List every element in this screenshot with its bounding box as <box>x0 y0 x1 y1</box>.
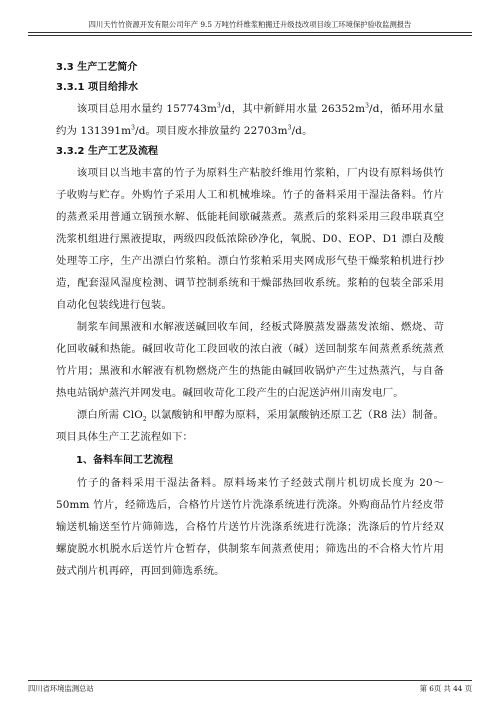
document-body <box>56 58 444 582</box>
process-paragraph-3: 漂白所需 ClO$_2$ 以氯酸钠和甲醇为原料，采用氯酸钠还原工艺（R8 法）制备。项目具体生产工艺流程如下： <box>56 409 444 443</box>
section-3-3-2-heading: 3.3.2 生产工艺及流程 <box>56 146 158 157</box>
header-text: 四川天竹竹资源开发有限公司年产 9.5 万吨竹纤维浆粕搬迁升级技改项目竣工环境保护验收监测报告 <box>88 20 412 29</box>
subsection-preparation-heading: 1、备料车间工艺流程 <box>76 455 173 466</box>
water-supply-paragraph: 该项目总用水量约 $157743m^3/d$，其中新鲜用水量 $26352m^3/d$，循环用水量约为 $131391m^3/d$。项目废水排放量约 $22703m^3/d$。 <box>56 102 444 137</box>
page-footer <box>28 680 472 694</box>
section-3-3-1-heading: 3.3.1 项目给排水 <box>56 82 138 93</box>
page-number: 第 6页 共 44 页 <box>419 684 472 693</box>
process-paragraph-2: 制浆车间黑液和水解液送碱回收车间，经板式降膜蒸发器蒸发浓缩、燃烧、苛化回收碱和热能。碱回收苛化工段回收的浓白液（碱）送回制浆车间蒸煮系统蒸煮竹片用；黑液和水解液有机物燃烧产生的热能由碱回收锅炉产生过热蒸汽，与自备热电站锅炉蒸汽并网发电。碱回收苛化工段产生的白泥送泸州川南发电厂。 <box>56 321 444 399</box>
footer-organization: 四川省环境监测总站 <box>28 684 94 693</box>
preparation-paragraph: 竹子的备料采用干湿法备料。原料场来竹子经鼓式削片机切成长度为 20～50mm 竹片，经筛选后，合格竹片送竹片洗涤系统进行洗涤。外购商品竹片经皮带输送机输送至竹片筛筛选，合格竹片送竹片洗涤系统进行洗涤；洗涤后的竹片经双螺旋脱水机脱水后送竹片仓暂存，供制浆车间蒸煮使用；筛选出的不合格大竹片用鼓式削片机再碎，再回到筛选系统。 <box>56 477 444 577</box>
process-paragraph-1: 该项目以当地丰富的竹子为原料生产粘胶纤维用竹浆粕，厂内设有原料场供竹子收购与贮存。外购竹子采用人工和机械堆垛。竹子的备料采用干湿法备料。竹片的蒸煮采用普通立锅预水解、低能耗间歇碱蒸煮。蒸煮后的浆料采用三段串联真空洗浆机组进行黑液提取，两级四段低浓除砂净化，氧脱、D0、EOP、D1 漂白及酸处理等工序，生产出漂白竹浆粕。漂白竹浆粕采用夹网成形气垫干燥浆粕机进行抄造，配套湿风湿度检测、调节控制系统和干燥部热回收系统。浆粕的包装全部采用自动化包装线进行包装。 <box>56 167 444 311</box>
section-3-3-heading: 3.3 生产工艺简介 <box>56 62 138 73</box>
page-header <box>28 20 472 33</box>
